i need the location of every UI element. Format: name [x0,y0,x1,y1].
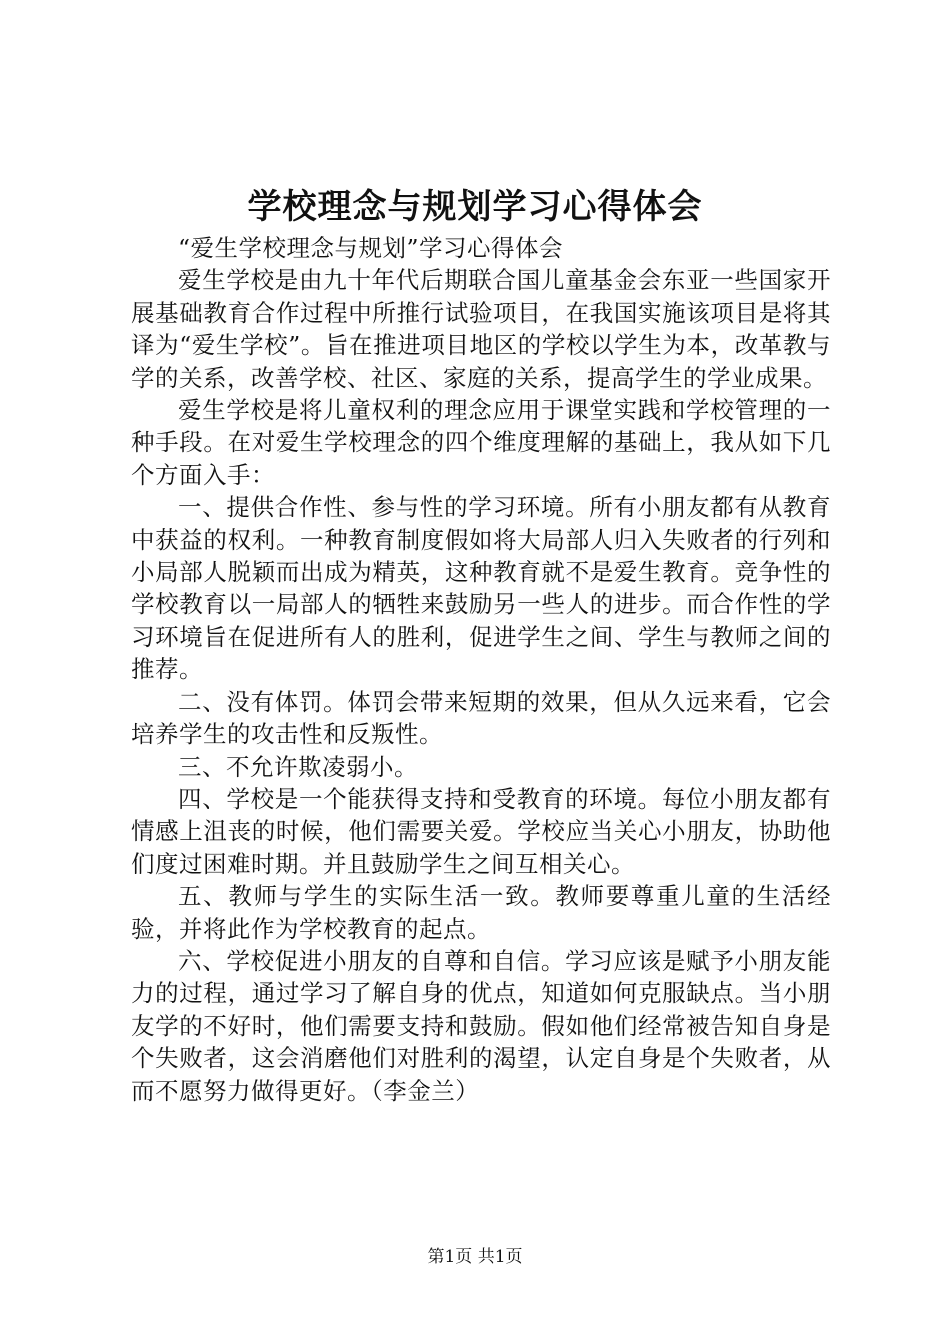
paragraph-point-3: 三、不允许欺凌弱小。 [178,752,418,781]
paragraph-intro: 爱生学校是由九十年代后期联合国儿童基金会东亚一些国家开展基础教育合作过程中所推行试验项目，在我国实施该项目是将其译为“爱生学校”。旨在推进项目地区的学校以学生为本，改革教与学的关系，改善学校、社区、家庭的关系，提高学生的学业成果。 [131,266,831,392]
document-title: 学校理念与规划学习心得体会 [247,187,703,227]
paragraph-point-2: 二、没有体罚。体罚会带来短期的效果，但从久远来看，它会培养学生的攻击性和反叛性。 [131,687,831,749]
paragraph-point-5: 五、教师与学生的实际生活一致。教师要尊重儿童的生活经验，并将此作为学校教育的起点。 [131,882,831,943]
paragraph-point-6: 六、学校促进小朋友的自尊和自信。学习应该是赋予小朋友能力的过程，通过学习了解自身的优点，知道如何克服缺点。当小朋友学的不好时，他们需要支持和鼓励。假如他们经常被告知自身是个失败者，这会消磨他们对胜利的渴望，认定自身是个失败者，从而不愿努力做得更好。（李金兰） [131,946,831,1105]
paragraph-approach: 爱生学校是将儿童权利的理念应用于课堂实践和学校管理的一种手段。在对爱生学校理念的四个维度理解的基础上，我从如下几个方面入手： [131,396,831,489]
document-subtitle: “爱生学校理念与规划”学习心得体会 [178,234,564,262]
document-body [131,232,831,1107]
page-number-footer: 第1页 共1页 [427,1247,523,1267]
paragraph-point-4: 四、学校是一个能获得支持和受教育的环境。每位小朋友都有情感上沮丧的时候，他们需要关爱。学校应当关心小朋友，协助他们度过困难时期。并且鼓励学生之间互相关心。 [131,784,831,878]
paragraph-point-1: 一、提供合作性、参与性的学习环境。所有小朋友都有从教育中获益的权利。一种教育制度假如将大局部人归入失败者的行列和小局部人脱颖而出成为精英，这种教育就不是爱生教育。竞争性的学校教育以一局部人的牺牲来鼓励另一些人的进步。而合作性的学习环境旨在促进所有人的胜利，促进学生之间、学生与教师之间的推荐。 [131,493,831,684]
